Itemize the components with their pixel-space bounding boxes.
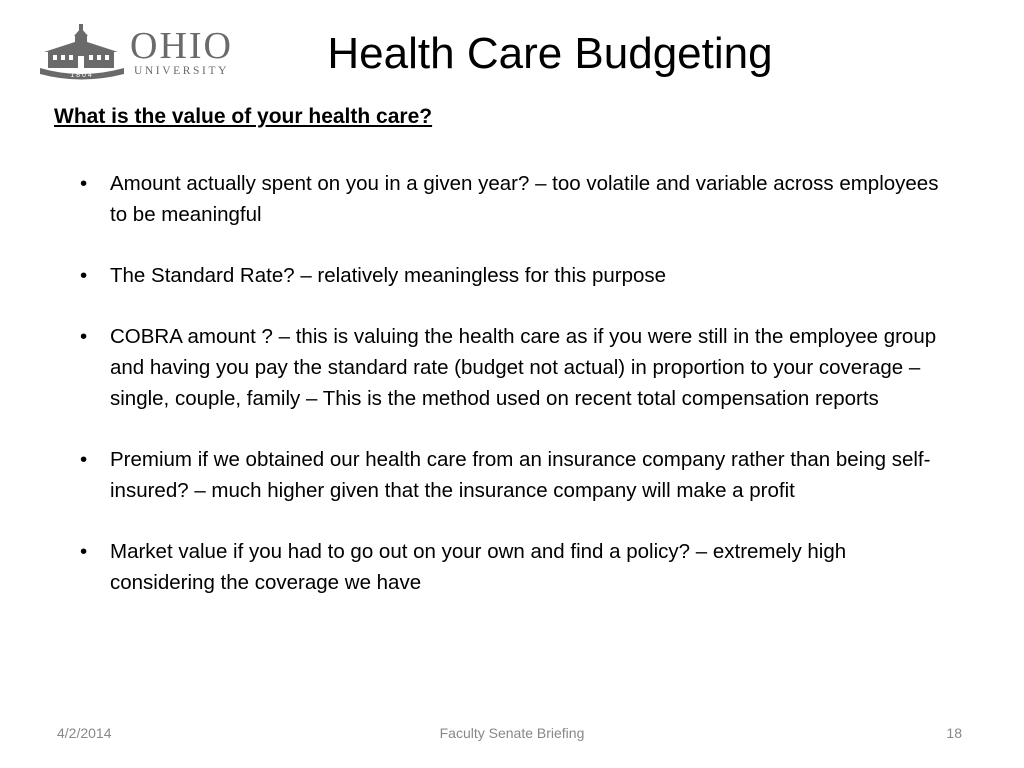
bullet-text: Premium if we obtained our health care from an insurance company rather than being self-insured? – much higher given that the insurance company will make a profit <box>110 448 931 502</box>
svg-text:1804: 1804 <box>70 72 94 79</box>
bullet-text: COBRA amount ? – this is valuing the health care as if you were still in the employee group and having you pay the standard rate (budget not actual) in proportion to your coverage – single, couple, family – This is the method used on recent total compensation reports <box>110 325 937 410</box>
logo-wordmark: OHIO <box>130 25 233 67</box>
logo-subtext: UNIVERSITY <box>134 65 229 77</box>
building-seal-icon <box>38 22 128 80</box>
bullet-item <box>80 261 940 292</box>
bullet-item <box>80 169 940 230</box>
bullet-icon: • <box>80 172 88 195</box>
bullet-text: Market value if you had to go out on your own and find a policy? – extremely high considering the coverage we have <box>110 540 847 595</box>
bullet-item <box>80 445 940 506</box>
ohio-university-logo <box>38 22 243 80</box>
bullet-icon: • <box>80 264 88 288</box>
footer-title: Faculty Senate Briefing <box>439 725 585 741</box>
slide-title: Health Care Budgeting <box>327 29 773 78</box>
slide-number: 18 <box>946 725 962 741</box>
bullet-text: The Standard Rate? – relatively meaningless for this purpose <box>110 264 667 288</box>
bullet-text: Amount actually spent on you in a given year? – too volatile and variable across employees to be meaningful <box>110 172 939 226</box>
footer-date: 4/2/2014 <box>57 725 112 741</box>
bullet-item <box>80 322 940 414</box>
bullet-icon: • <box>80 540 88 564</box>
bullet-icon: • <box>80 448 88 472</box>
slide-subheading: What is the value of your health care? <box>54 105 433 128</box>
bullet-list <box>80 169 940 629</box>
bullet-item <box>80 537 940 598</box>
bullet-icon: • <box>80 325 88 349</box>
